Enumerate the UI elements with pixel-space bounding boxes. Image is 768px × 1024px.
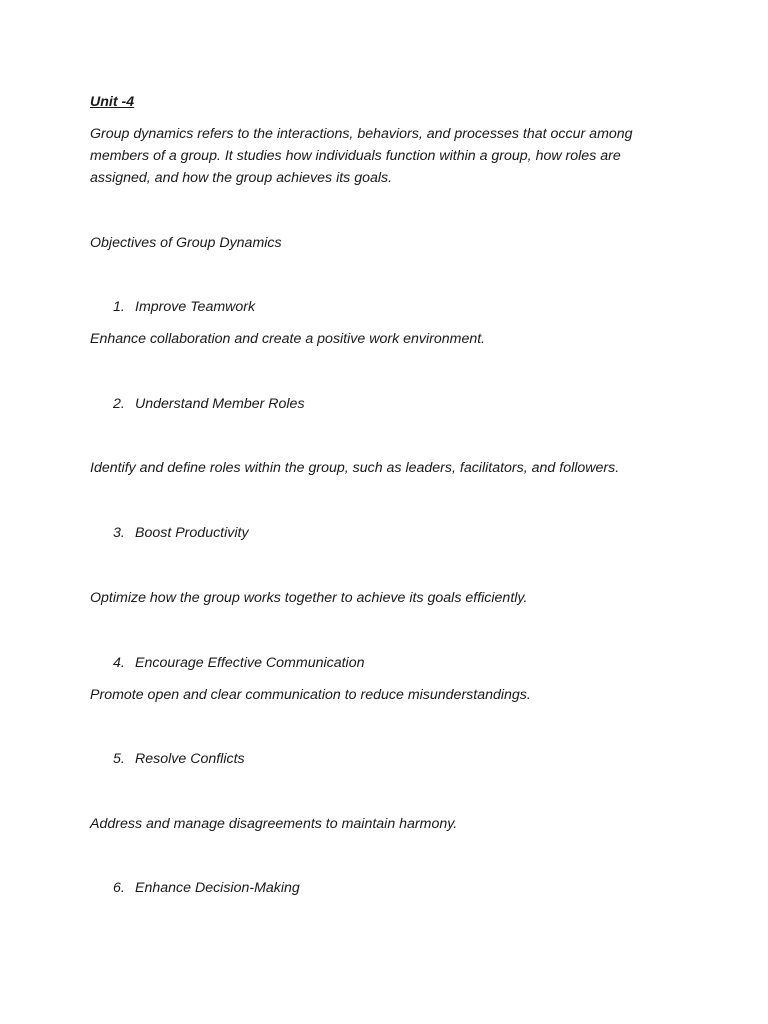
objectives-heading: Objectives of Group Dynamics	[90, 235, 282, 251]
list-item-number: 5.	[113, 751, 125, 767]
objective-description: Optimize how the group works together to achieve its goals efficiently.	[90, 590, 528, 606]
intro-line-3: assigned, and how the group achieves its goals.	[90, 170, 393, 186]
objective-description: Identify and define roles within the group, such as leaders, facilitators, and followers.	[90, 460, 620, 476]
list-item-number: 2.	[113, 396, 125, 412]
list-item-title: Improve Teamwork	[135, 299, 256, 315]
list-item-title: Enhance Decision-Making	[135, 880, 300, 896]
list-item-title: Understand Member Roles	[135, 396, 305, 412]
intro-line-1: Group dynamics refers to the interactions, behaviors, and processes that occur among	[90, 126, 633, 142]
list-item-number: 3.	[113, 525, 125, 541]
list-item-title: Boost Productivity	[135, 525, 249, 541]
objective-description: Promote open and clear communication to reduce misunderstandings.	[90, 687, 531, 703]
list-item-number: 4.	[113, 655, 125, 671]
objective-description: Enhance collaboration and create a positive work environment.	[90, 331, 486, 347]
list-item-number: 1.	[113, 299, 125, 315]
list-item-title: Resolve Conflicts	[135, 751, 245, 767]
list-item-title: Encourage Effective Communication	[135, 655, 365, 671]
objective-description: Address and manage disagreements to maintain harmony.	[90, 816, 458, 832]
page-title: Unit -4	[90, 94, 135, 110]
intro-line-2: members of a group. It studies how individuals function within a group, how roles are	[90, 148, 621, 164]
list-item-number: 6.	[113, 880, 125, 896]
